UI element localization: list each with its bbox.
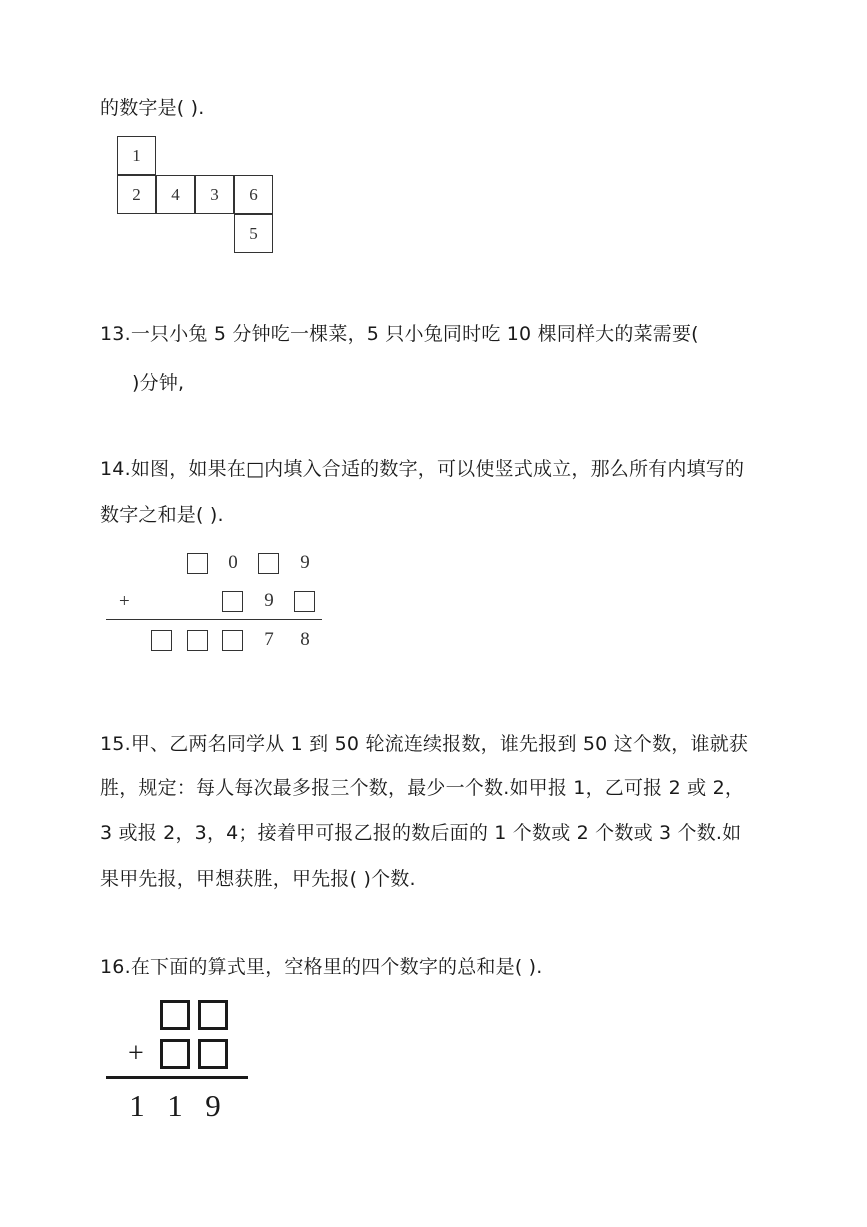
net-cell-top: 1 xyxy=(117,136,156,175)
sum-digit: 1 xyxy=(167,1088,183,1123)
two-digit-addition-figure xyxy=(106,998,266,1128)
digit: 9 xyxy=(264,590,274,611)
blank-box xyxy=(198,1039,228,1069)
blank-box xyxy=(294,591,315,612)
plus-sign: + xyxy=(128,1038,144,1069)
question-15-line-2: 胜，规定：每人每次最多报三个数，最少一个数.如甲报 1，乙可报 2 或 2， xyxy=(100,777,745,799)
net-cell: 3 xyxy=(195,175,234,214)
blank-box xyxy=(198,1000,228,1030)
question-16-line-1: 16.在下面的算式里，空格里的四个数字的总和是( ). xyxy=(100,956,543,978)
digit: 9 xyxy=(300,552,310,573)
question-13-line-2: )分钟, xyxy=(132,372,185,394)
blank-box xyxy=(151,630,172,651)
sum-rule xyxy=(106,1076,248,1079)
question-15-line-1: 15.甲、乙两名同学从 1 到 50 轮流连续报数，谁先报到 50 这个数，谁就获 xyxy=(100,733,749,755)
digit: 0 xyxy=(228,552,238,573)
sum-rule xyxy=(106,619,322,620)
net-cell: 4 xyxy=(156,175,195,214)
question-14-line-1: 14.如图，如果在□内填入合适的数字，可以使竖式成立，那么所有内填写的 xyxy=(100,458,745,480)
blank-box xyxy=(187,630,208,651)
net-cell: 6 xyxy=(234,175,273,214)
sum-digit: 9 xyxy=(205,1088,221,1123)
digit: 7 xyxy=(264,629,274,650)
blank-box xyxy=(187,553,208,574)
plus-sign: + xyxy=(119,591,130,612)
net-cell: 2 xyxy=(117,175,156,214)
net-cell-bottom: 5 xyxy=(234,214,273,253)
blank-box xyxy=(160,1039,190,1069)
vertical-addition-figure xyxy=(106,548,326,658)
sum-digit: 1 xyxy=(129,1088,145,1123)
digit: 8 xyxy=(300,629,310,650)
blank-box xyxy=(222,630,243,651)
question-14-line-2: 数字之和是( ). xyxy=(100,504,224,526)
blank-box xyxy=(258,553,279,574)
question-13-line-1: 13.一只小兔 5 分钟吃一棵菜，5 只小兔同时吃 10 棵同样大的菜需要( xyxy=(100,323,699,345)
question-15-line-3: 3 或报 2，3，4；接着甲可报乙报的数后面的 1 个数或 2 个数或 3 个数.如 xyxy=(100,822,742,844)
blank-box xyxy=(160,1000,190,1030)
blank-box xyxy=(222,591,243,612)
cube-net-figure xyxy=(117,136,277,256)
question-15-line-4: 果甲先报，甲想获胜，甲先报( )个数. xyxy=(100,868,416,890)
question-12-tail: 的数字是( ). xyxy=(100,97,205,119)
